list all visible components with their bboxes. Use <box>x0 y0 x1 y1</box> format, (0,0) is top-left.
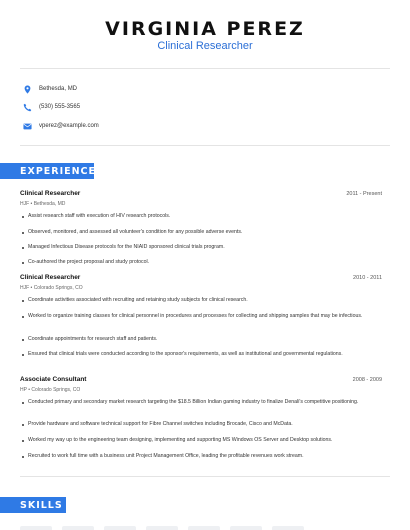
job-bullet: Worked to organize training classes for clinical personnel in procedures and processes for collecting and shipping samples that may be infectious. <box>28 313 373 321</box>
candidate-title: Clinical Researcher <box>157 40 253 52</box>
skill-item <box>272 526 304 530</box>
job-employer: HJF • Colorado Springs, CO <box>20 285 83 291</box>
job-title: Clinical Researcher <box>20 190 81 197</box>
envelope-icon <box>22 121 32 131</box>
job-bullet: Ensured that clinical trials were conducted according to the sponsor's requirements, as well as institutional and governmental regulations. <box>28 351 373 359</box>
contact-phone <box>22 102 80 112</box>
contact-location <box>22 84 77 94</box>
job-dates: 2011 - Present <box>346 191 382 197</box>
job-bullet: Conducted primary and secondary market research targeting the $18.5 Billion Indian gaming industry to finalize Denali's competitive positioning. <box>28 399 373 407</box>
job-bullet: Managed Infectious Disease protocols for the NIAID sponsored clinical trials program. <box>28 244 373 252</box>
skill-item <box>146 526 178 530</box>
contact-location-text: Bethesda, MD <box>39 86 78 92</box>
skills-heading: SKILLS <box>0 497 66 513</box>
job-employer: HJF • Bethesda, MD <box>20 201 66 207</box>
location-pin-icon <box>22 84 32 94</box>
contact-email-text[interactable]: vperez@example.com <box>39 123 99 129</box>
skill-item <box>20 526 52 530</box>
contact-email <box>22 121 99 131</box>
job-dates: 2008 - 2009 <box>352 377 382 383</box>
job-bullet: Recruited to work full time with a business unit Project Management Office, leading the profitable revenues work stream. <box>28 453 373 461</box>
job-bullet: Assist research staff with execution of HIV research protocols. <box>28 213 373 221</box>
contact-phone-text[interactable]: (530) 555-3565 <box>39 104 81 110</box>
skill-item <box>62 526 94 530</box>
skill-item <box>188 526 220 530</box>
job-title: Clinical Researcher <box>20 274 81 281</box>
candidate-name: VIRGINIA PEREZ <box>105 18 305 40</box>
skill-item <box>104 526 136 530</box>
job-bullet: Observed, monitored, and assessed all volunteer's condition for any possible adverse events. <box>28 229 373 237</box>
job-bullet: Coordinate activities associated with recruiting and retaining study subjects for clinical research. <box>28 297 373 305</box>
divider <box>20 145 390 146</box>
job-title: Associate Consultant <box>20 376 87 383</box>
job-employer: HP • Colorado Springs, CO <box>20 387 81 393</box>
divider <box>20 476 390 477</box>
job-bullet: Coordinate appointments for research staff and patients. <box>28 336 373 344</box>
phone-icon <box>22 102 32 112</box>
skill-item <box>230 526 262 530</box>
experience-heading: EXPERIENCE <box>0 163 94 179</box>
skills-list <box>20 526 390 530</box>
job-dates: 2010 - 2011 <box>353 275 382 281</box>
job-bullet: Worked my way up to the engineering team designing, implementing and supporting MS Windows OS Server and Desktop solutions. <box>28 437 373 445</box>
divider <box>20 68 390 69</box>
job-bullet: Co-authored the project proposal and study protocol. <box>28 259 373 267</box>
job-bullet: Provide hardware and software technical support for Fibre Channel switches including Brocade, Cisco and McData. <box>28 421 373 429</box>
